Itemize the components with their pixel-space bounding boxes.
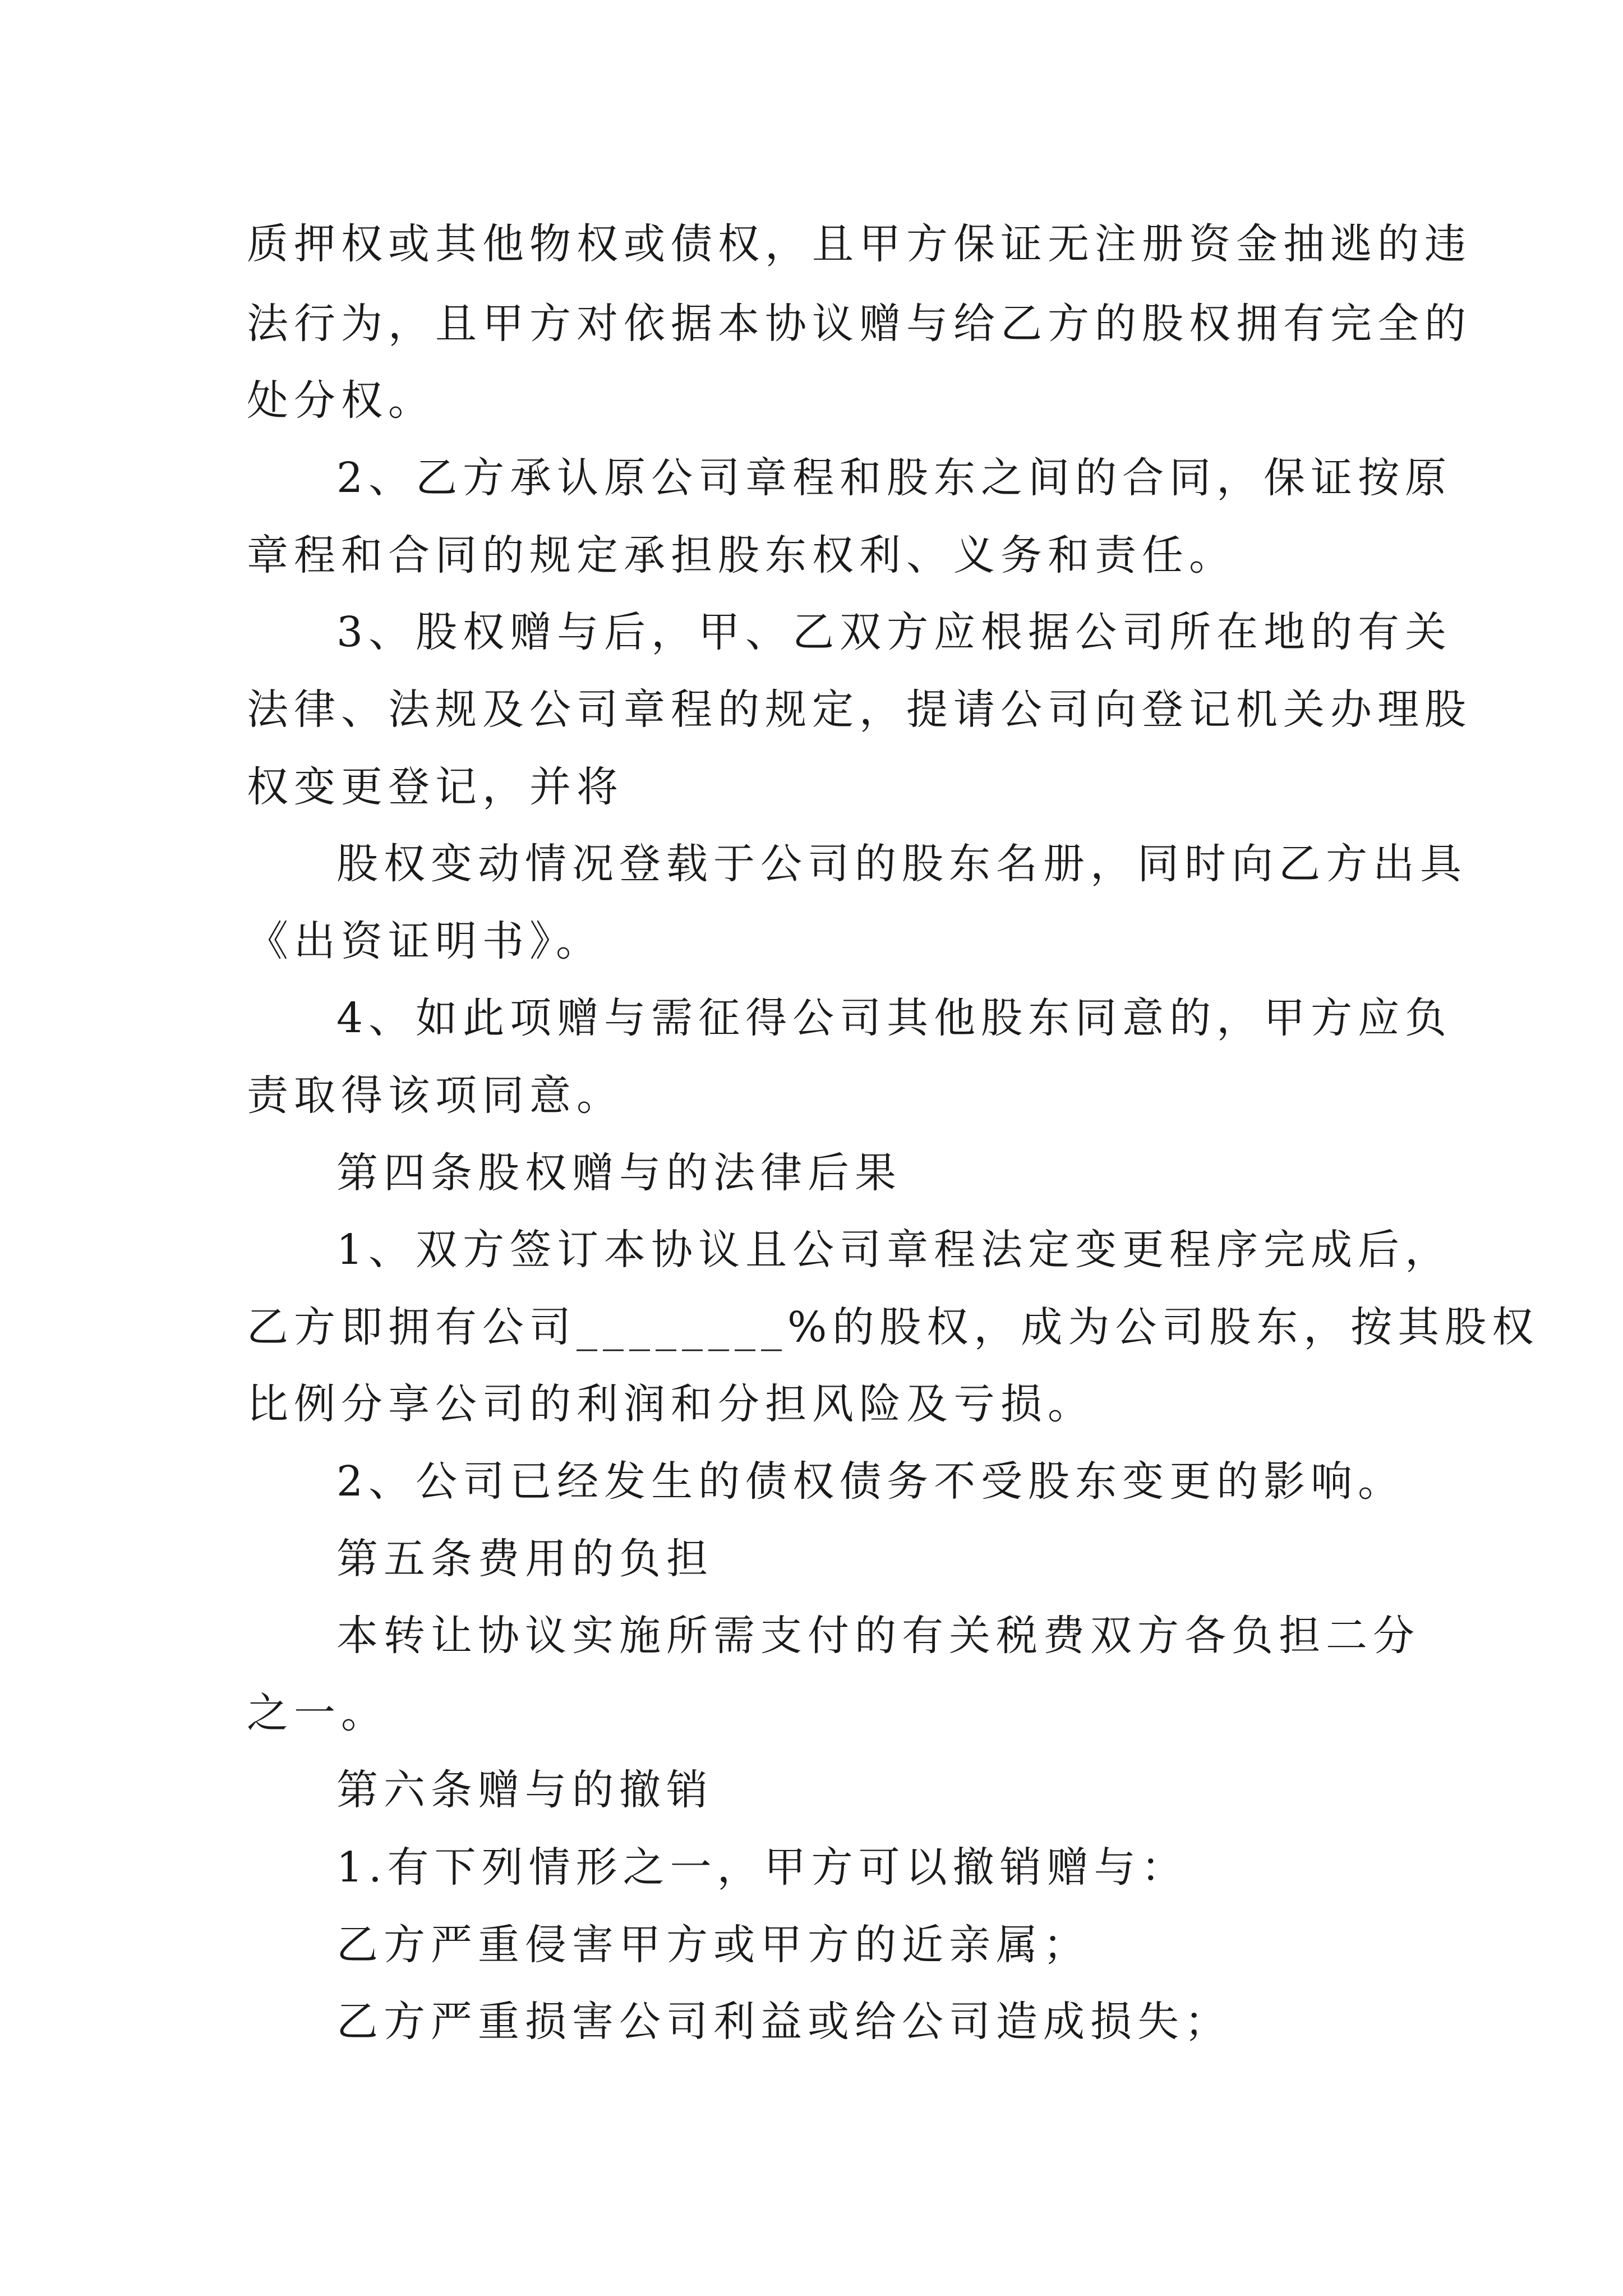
text-line: 2、公司已经发生的债权债务不受股东变更的影响。 <box>336 1457 1405 1506</box>
text-line: 法行为，且甲方对依据本协议赠与给乙方的股权拥有完全的 <box>247 300 1472 348</box>
text-line: 法律、法规及公司章程的规定，提请公司向登记机关办理股 <box>247 685 1472 734</box>
text-line: 1.有下列情形之一，甲方可以撤销赠与： <box>336 1843 1188 1892</box>
section-heading: 第六条赠与的撤销 <box>336 1766 713 1814</box>
text-line: 乙方严重损害公司利益或给公司造成损失； <box>336 1998 1232 2046</box>
text-line: 之一。 <box>247 1689 388 1737</box>
text-line: 4、如此项赠与需征得公司其他股东同意的，甲方应负 <box>336 994 1453 1042</box>
section-heading: 第五条费用的负担 <box>336 1535 713 1583</box>
text-line: 《出资证明书》。 <box>247 917 603 965</box>
text-line: 责取得该项同意。 <box>247 1071 624 1120</box>
text-line: 比例分享公司的利润和分担风险及亏损。 <box>247 1380 1095 1428</box>
text-line: 乙方即拥有公司________%的股权，成为公司股东，按其股权 <box>247 1303 1539 1351</box>
text-line: 股权变动情况登载于公司的股东名册，同时向乙方出具 <box>336 840 1467 888</box>
text-line: 章程和合同的规定承担股东权利、义务和责任。 <box>247 531 1236 579</box>
text-line: 处分权。 <box>247 376 435 425</box>
text-line: 质押权或其他物权或债权，且甲方保证无注册资金抽逃的违 <box>247 220 1472 268</box>
text-line: 本转让协议实施所需支付的有关税费双方各负担二分 <box>336 1612 1420 1660</box>
text-line: 1、双方签订本协议且公司章程法定变更程序完成后， <box>336 1226 1453 1274</box>
text-line: 3、股权赠与后，甲、乙双方应根据公司所在地的有关 <box>336 608 1453 656</box>
section-heading: 第四条股权赠与的法律后果 <box>336 1149 902 1197</box>
text-line: 权变更登记，并将 <box>247 763 624 811</box>
text-line: 乙方严重侵害甲方或甲方的近亲属； <box>336 1921 1090 1969</box>
text-line: 2、乙方承认原公司章程和股东之间的合同，保证按原 <box>336 454 1453 502</box>
